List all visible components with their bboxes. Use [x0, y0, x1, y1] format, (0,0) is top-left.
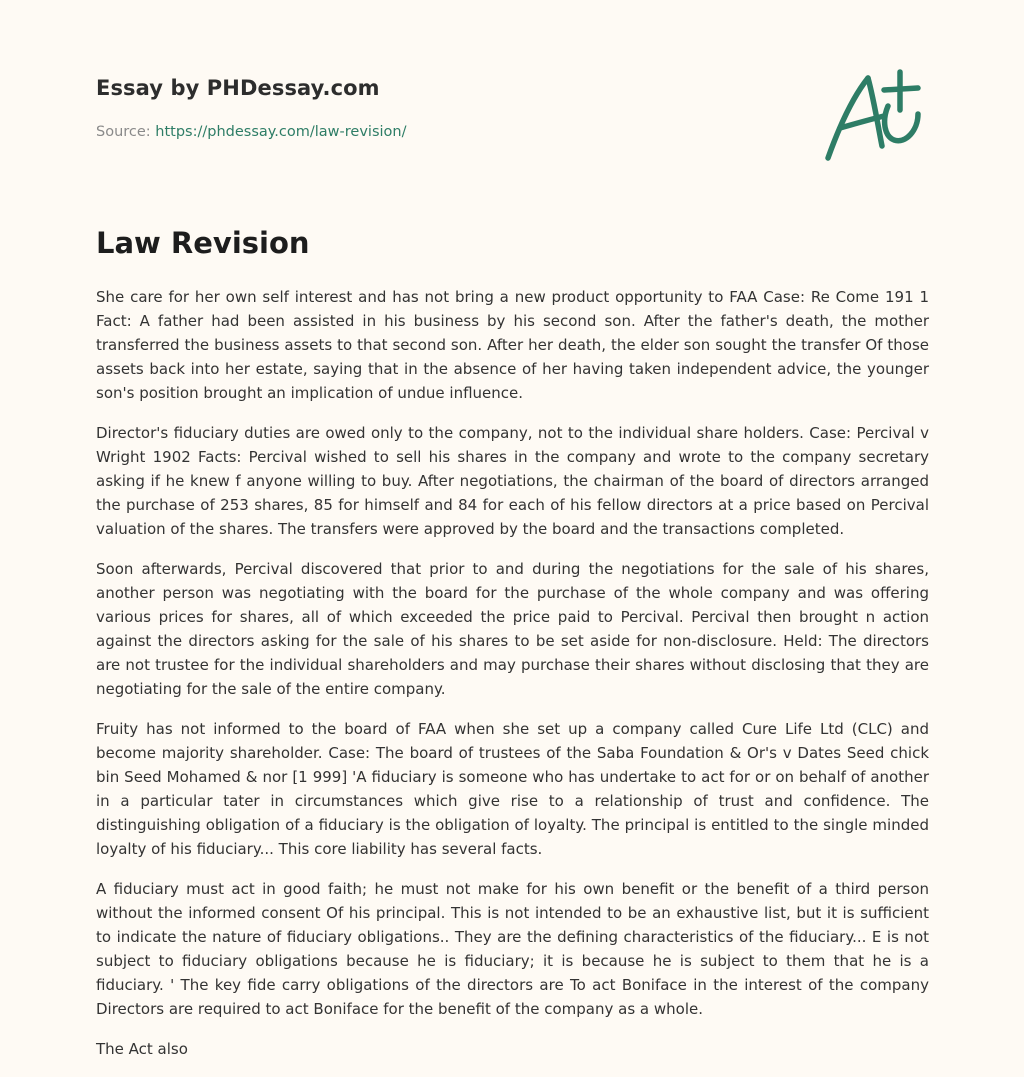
brand-title: Essay by PHDessay.com [96, 76, 380, 100]
article-title: Law Revision [96, 226, 310, 260]
article-paragraph: Director's fiduciary duties are owed only to the company, not to the individual share holders. Case: Percival v Wright 1902 Facts: Percival wished to sell his shares in the company and wrote to the company secretary asking if he knew f anyone willing to buy. After negotiations, the chairman of the board of directors arranged the purchase of 253 shares, 85 for himself and 84 for each of his fellow directors at a price based on Percival valuation of the shares. The transfers were approved by the board and the transactions completed. [96, 424, 929, 538]
source-line [96, 124, 406, 140]
source-label: Source: [96, 124, 156, 140]
article-paragraph: She care for her own self interest and has not bring a new product opportunity to FAA Case: Re Come 191 1 Fact: A father had been assisted in his business by his second son. After the father's death, the mother transferred the business assets to that second son. After her death, the elder son sought the transfer Of those assets back into her estate, saying that in the absence of her having taken independent advice, the younger son's position brought an implication of undue influence. [96, 288, 929, 402]
article-paragraph: The Act also [96, 1040, 188, 1058]
article-paragraph: Soon afterwards, Percival discovered that prior to and during the negotiations for the sale of his shares, another person was negotiating with the board for the purchase of the whole company and was offering various prices for shares, all of which exceeded the price paid to Percival. Percival then brought n action against the directors asking for the sale of his shares to be set aside for non-disclosure. Held: The directors are not trustee for the individual shareholders and may purchase their shares without disclosing that they are negotiating for the sale of the entire company. [96, 560, 929, 698]
article-paragraph: A fiduciary must act in good faith; he must not make for his own benefit or the benefit of a third person without the informed consent Of his principal. This is not intended to be an exhaustive list, but it is sufficient to indicate the nature of fiduciary obligations.. They are the defining characteristics of the fiduciary... E is not subject to fiduciary obligations because he is fiduciary; it is because he is subject to them that he is a fiduciary. ' The key fide carry obligations of the directors are To act Boniface in the interest of the company Directors are required to act Boniface for the benefit of the company as a whole. [96, 880, 929, 1018]
article-body [96, 285, 929, 1077]
source-link[interactable]: https://phdessay.com/law-revision/ [155, 124, 407, 140]
article-paragraph: Fruity has not informed to the board of FAA when she set up a company called Cure Life Ltd (CLC) and become majority shareholder. Case: The board of trustees of the Saba Foundation & Or's v Dates Seed chick bin Seed Mohamed & nor [1 999] 'A fiduciary is someone who has undertake to act for or on behalf of another in a particular tater in circumstances which give rise to a relationship of trust and confidence. The distinguishing obligation of a fiduciary is the obligation of loyalty. The principal is entitled to the single minded loyalty of his fiduciary... This core liability has several facts. [96, 720, 929, 858]
a-plus-grade-icon [824, 68, 928, 164]
essay-header [96, 0, 929, 196]
essay-page [96, 0, 929, 1058]
